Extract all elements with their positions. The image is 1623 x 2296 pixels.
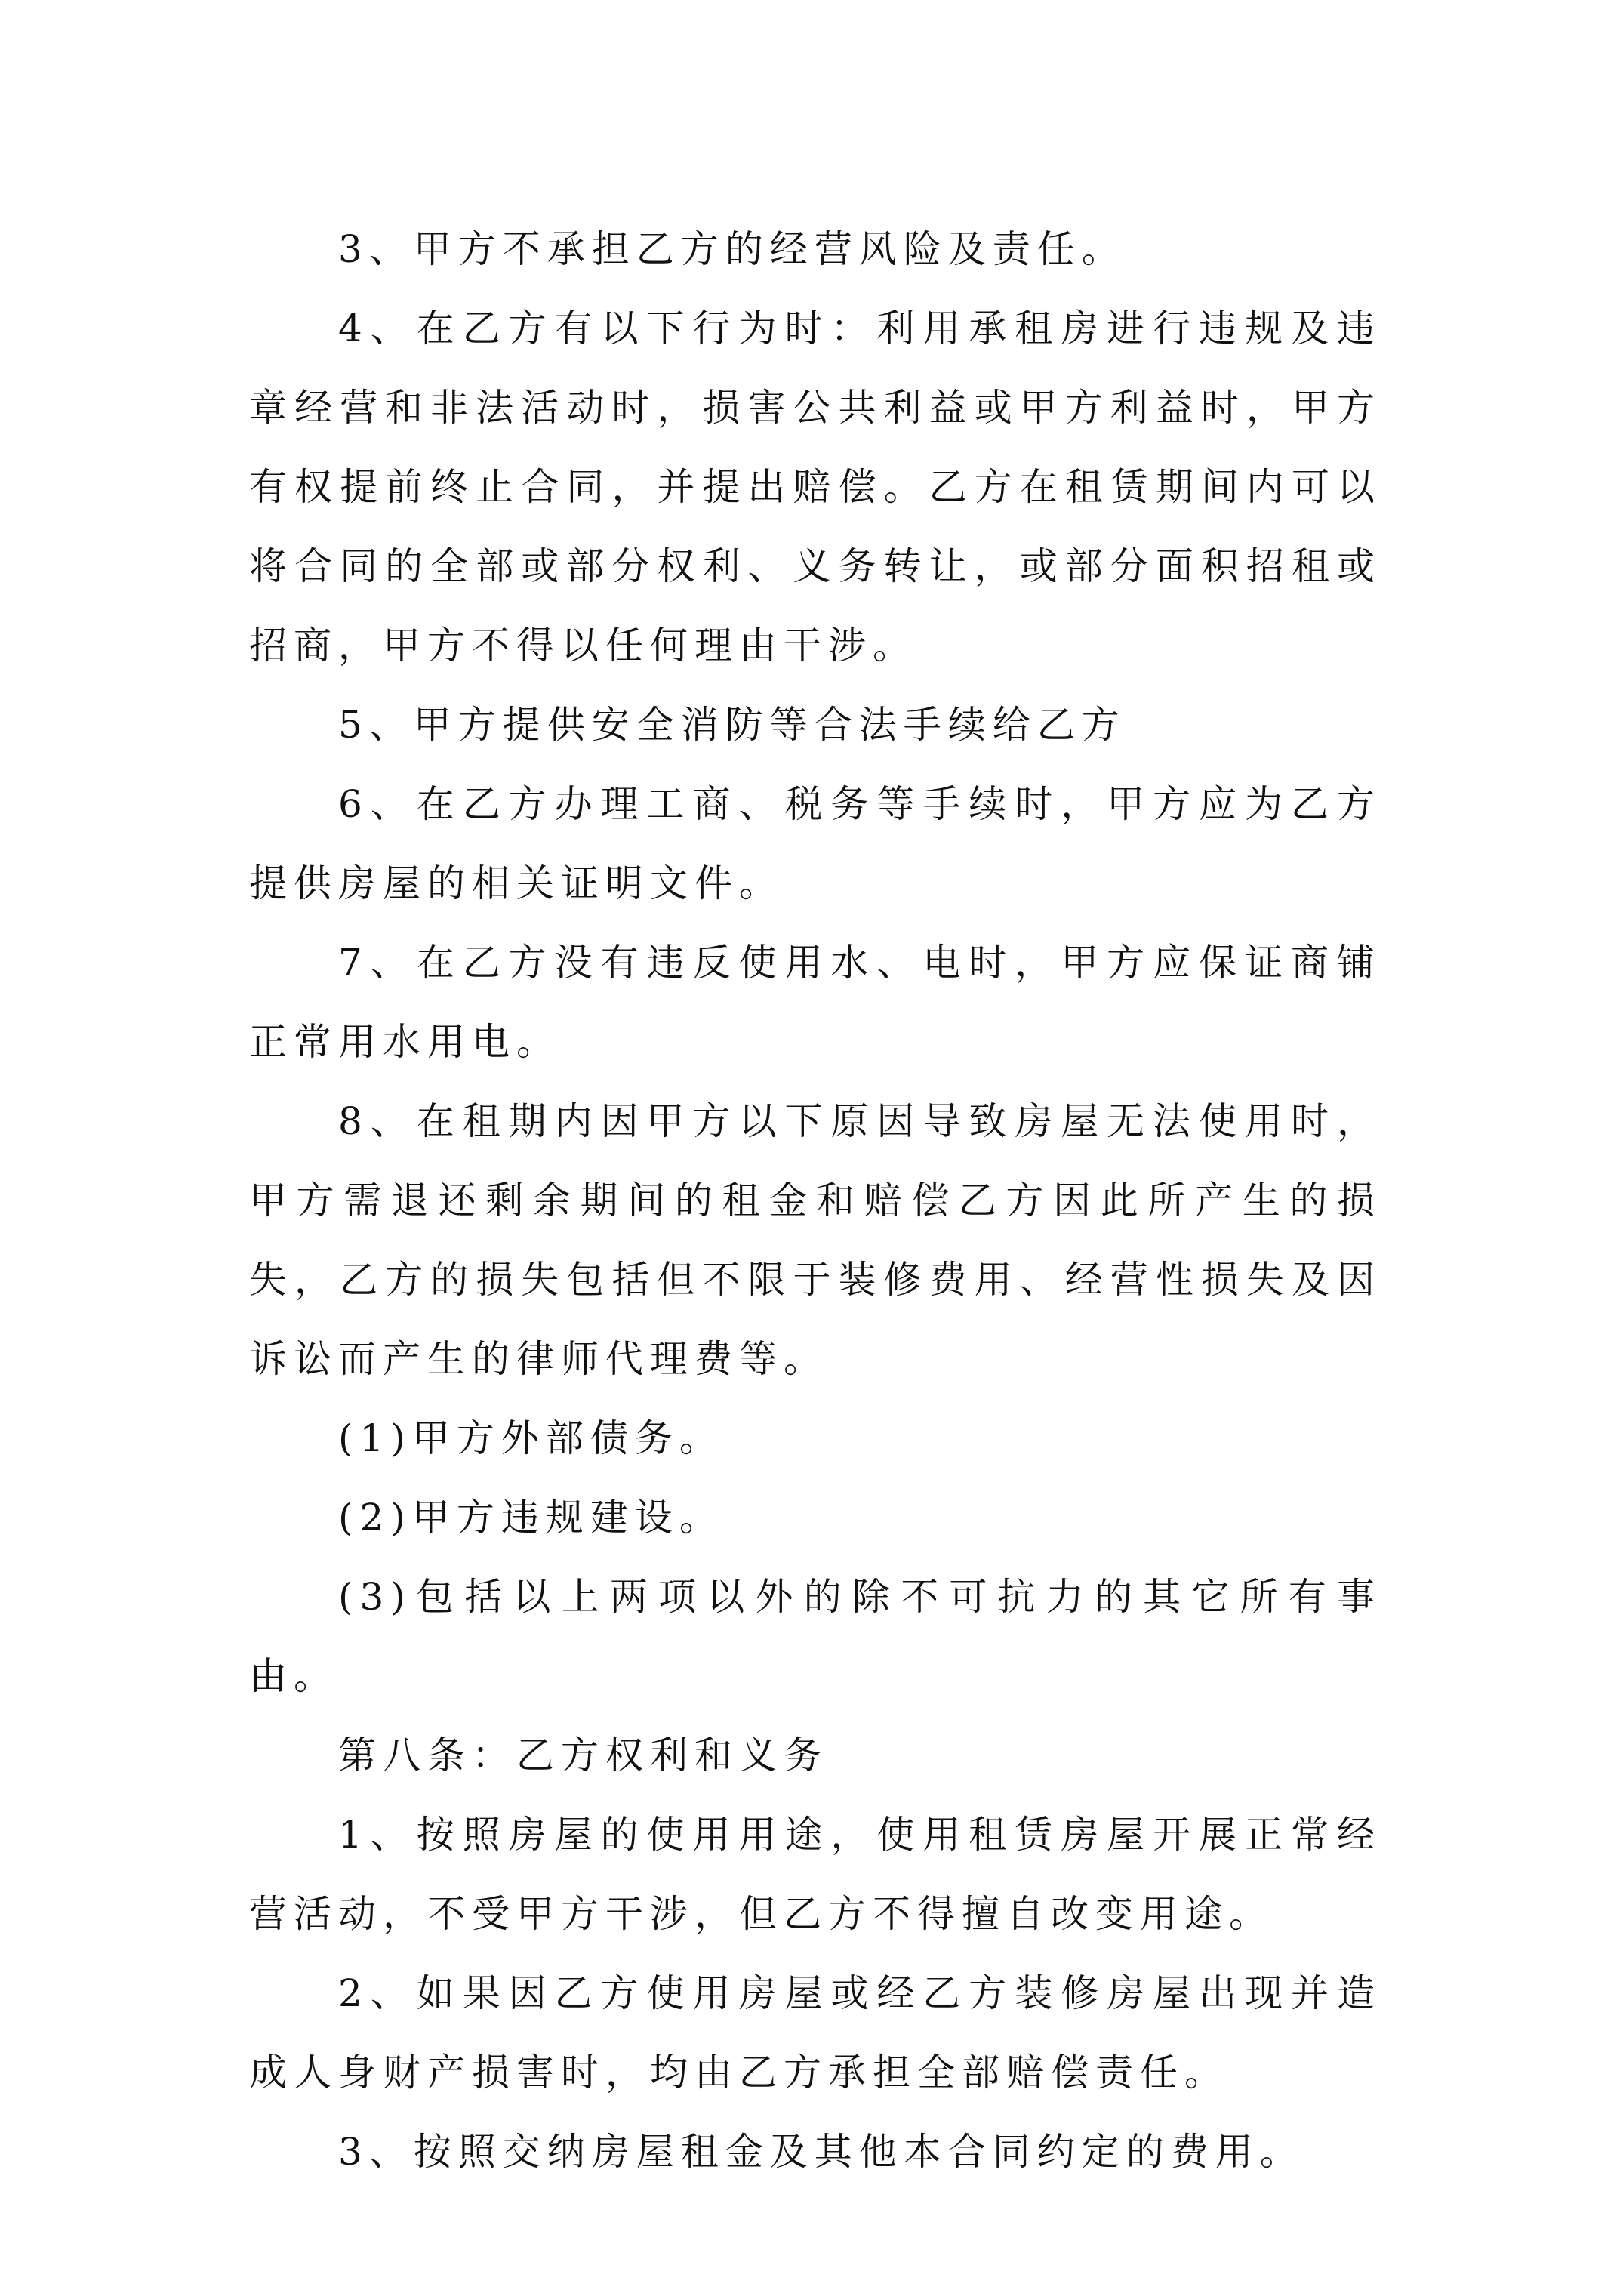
clause-8-paragraph: 8、在租期内因甲方以下原因导致房屋无法使用时，甲方需退还剩余期间的租金和赔偿乙方因此所产生的损失，乙方的损失包括但不限于装修费用、经营性损失及因诉讼而产生的律师代理费等。 [249,1099,1381,1381]
clause-6-paragraph: 6、在乙方办理工商、税务等手续时，甲方应为乙方提供房屋的相关证明文件。 [249,782,1381,905]
article-8-clause-3: 3、按照交纳房屋租金及其他本合同约定的费用。 [338,2130,1304,2174]
clause-5-paragraph: 5、甲方提供安全消防等合法手续给乙方 [338,703,1126,747]
document-body [249,210,1381,2192]
article-8-clause-2: 2、如果因乙方使用房屋或经乙方装修房屋出现并造成人身财产损害时，均由乙方承担全部赔偿责任。 [249,1971,1381,2094]
sub-item-3: (3)包括以上两项以外的除不可抗力的其它所有事由。 [249,1575,1381,1698]
article-8-heading: 第八条：乙方权利和义务 [338,1734,828,1777]
sub-item-1: (1)甲方外部债务。 [338,1416,724,1460]
clause-3-paragraph: 3、甲方不承担乙方的经营风险及责任。 [338,227,1126,271]
article-8-clause-1: 1、按照房屋的使用用途，使用租赁房屋开展正常经营活动，不受甲方干涉，但乙方不得擅自改变用途。 [249,1813,1381,1936]
clause-4-paragraph: 4、在乙方有以下行为时：利用承租房进行违规及违章经营和非法活动时，损害公共利益或甲方利益时，甲方有权提前终止合同，并提出赔偿。乙方在租赁期间内可以将合同的全部或部分权利、义务转让，或部分面积招租或招商，甲方不得以任何理由干涉。 [249,307,1381,667]
clause-7-paragraph: 7、在乙方没有违反使用水、电时，甲方应保证商铺正常用水用电。 [249,941,1381,1064]
sub-item-2: (2)甲方违规建设。 [338,1496,724,1539]
